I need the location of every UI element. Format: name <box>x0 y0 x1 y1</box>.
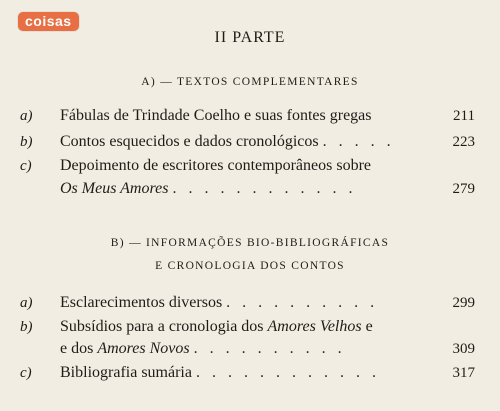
toc-entry <box>20 292 475 314</box>
entry-letter: c) <box>20 365 32 381</box>
entry-page-number: 309 <box>452 341 475 357</box>
entry-text <box>60 105 430 127</box>
part-title: II PARTE <box>214 29 286 46</box>
watermark-logo: coisas <box>18 12 79 31</box>
toc-entry <box>20 105 475 127</box>
section-a-title: A) — TEXTOS COMPLEMENTARES <box>141 76 359 88</box>
toc-entry <box>20 362 475 384</box>
toc-entry-continuation <box>20 178 475 200</box>
entry-text <box>60 292 430 314</box>
toc-entry <box>20 131 475 153</box>
entry-letter: c) <box>20 158 32 174</box>
leader-dots: . . . . . . . . . . <box>226 294 379 311</box>
entry-page-number: 279 <box>452 181 475 197</box>
entry-title-italic: Os Meus Amores <box>60 180 169 197</box>
entry-title: Subsídios para a cronologia dos <box>60 318 264 335</box>
entry-letter: b) <box>20 134 33 150</box>
toc-entry <box>20 316 475 338</box>
leader-dots: . . . . . . . . . . . . <box>195 364 380 381</box>
entry-title-end: e <box>365 318 373 335</box>
entry-title-italic: Amores Velhos <box>267 318 362 335</box>
entry-letter: a) <box>20 295 33 311</box>
entry-title: Depoimento de escritores contemporâneos sobre <box>60 157 372 174</box>
section-b-title: B) — INFORMAÇÕES BIO-BIBLIOGRÁFICAS <box>110 237 390 249</box>
entry-title: Bibliografia sumária <box>60 364 192 381</box>
entry-title: Fábulas de Trindade Coelho e suas fontes gregas <box>60 107 372 124</box>
entry-text <box>60 362 430 384</box>
section-b-subtitle: E CRONOLOGIA DOS CONTOS <box>155 260 345 272</box>
entry-page-number: 299 <box>452 295 475 311</box>
entry-title: Esclarecimentos diversos <box>60 294 223 311</box>
leader-dots: . . . . . . . . . . <box>193 340 346 357</box>
entry-title-italic: Amores Novos <box>97 340 190 357</box>
entry-page-number: 223 <box>452 134 475 150</box>
entry-title: Contos esquecidos e dados cronológicos <box>60 133 319 150</box>
entry-title: e dos <box>60 340 94 357</box>
leader-dots: . . . . . <box>322 133 395 150</box>
entry-text <box>60 338 430 360</box>
entry-page-number: 317 <box>452 365 475 381</box>
entry-text <box>60 155 430 177</box>
entry-text <box>60 316 430 338</box>
toc-entry <box>20 155 475 177</box>
entry-text <box>60 178 430 200</box>
toc-entry-continuation <box>20 338 475 360</box>
entry-text <box>60 131 430 153</box>
entry-letter: a) <box>20 108 33 124</box>
entry-page-number: 211 <box>453 108 475 124</box>
entry-letter: b) <box>20 319 33 335</box>
leader-dots: . . . . . . . . . . . . <box>172 180 357 197</box>
